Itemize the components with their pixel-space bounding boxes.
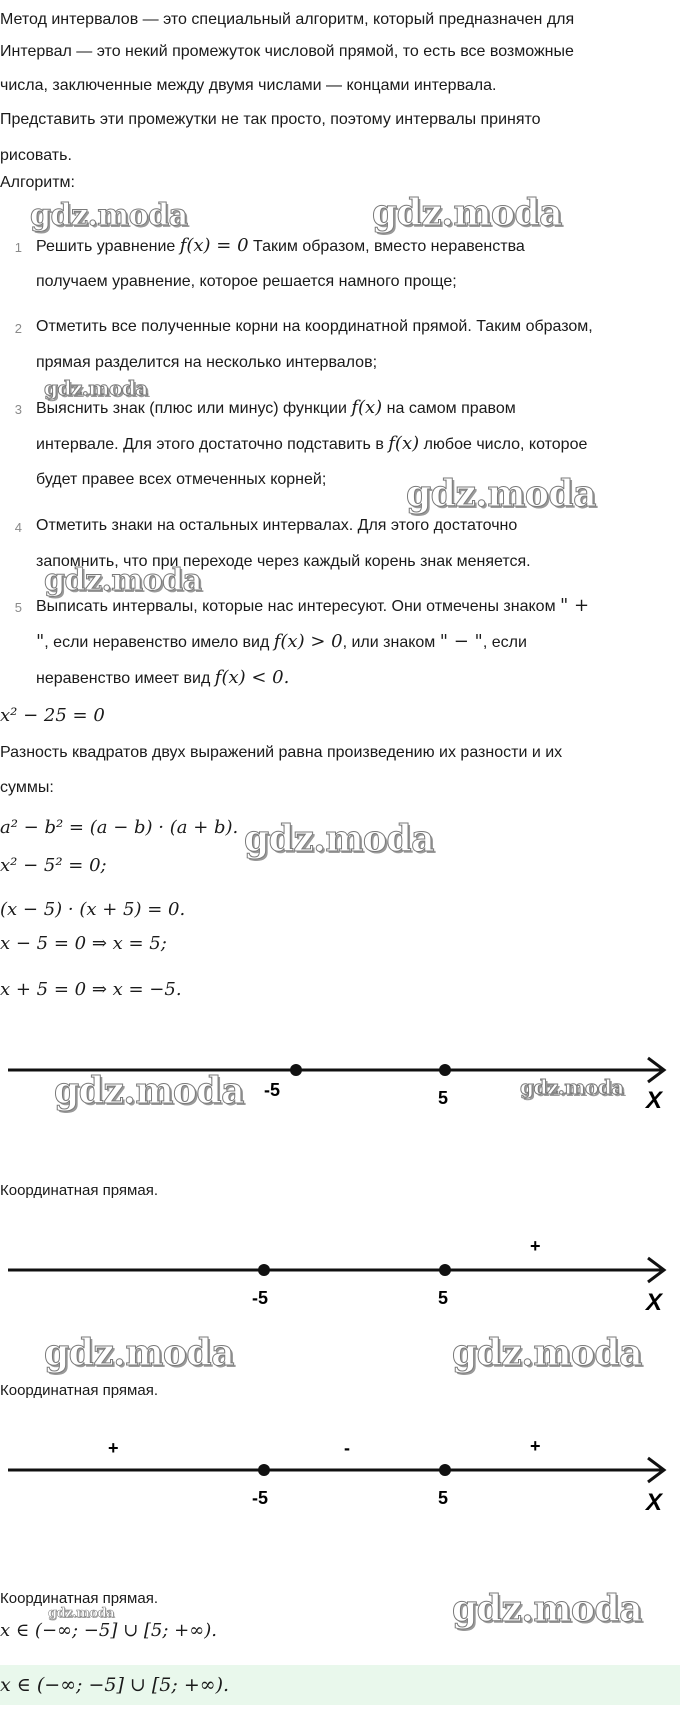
point-label-left: -5 xyxy=(264,1080,281,1100)
intro-line-4: Представить эти промежутки не так просто, поэтому интервалы принято xyxy=(0,111,541,128)
step-number: 3 xyxy=(14,402,22,417)
step-3-line-1: Выяснить знак (плюс или минус) функции f(x) на самом правом xyxy=(36,397,516,418)
sign-right: + xyxy=(530,1236,541,1256)
point-label-left: -5 xyxy=(252,1488,269,1508)
watermark: gdz.moda xyxy=(372,192,562,234)
point-minus-5 xyxy=(258,1464,270,1476)
number-line-2 xyxy=(0,1230,680,1320)
step-1-line-2: получаем уравнение, которое решается намного проще; xyxy=(36,273,457,290)
point-5 xyxy=(439,1464,451,1476)
watermark: gdz.moda xyxy=(452,1332,642,1374)
step-4-line-2: запомнить, что при переходе через каждый корень знак меняется. xyxy=(36,553,531,570)
step-number: 2 xyxy=(14,321,22,336)
watermark: gdz.moda xyxy=(44,563,202,598)
step-2-line-1: Отметить все полученные корни на координатной прямой. Таким образом, xyxy=(36,318,593,335)
step-3-line-2: интервале. Для этого достаточно подставить в f(x) любое число, которое xyxy=(36,433,588,454)
point-minus-5 xyxy=(290,1064,302,1076)
axis-label: X xyxy=(646,1289,663,1316)
intro-line-1: Метод интервалов — это специальный алгоритм, который предназначен для xyxy=(0,11,575,28)
algorithm-label: Алгоритм: xyxy=(0,174,75,191)
equation-3: x² − 5² = 0; xyxy=(0,855,107,876)
point-5 xyxy=(439,1264,451,1276)
intro-line-5: рисовать. xyxy=(0,147,72,164)
watermark: gdz.moda xyxy=(44,376,148,400)
point-label-right: 5 xyxy=(438,1088,449,1108)
intro-line-2: Интервал — это некий промежуток числовой прямой, то есть все возможные xyxy=(0,43,574,60)
step-4-line-1: Отметить знаки на остальных интервалах. Для этого достаточно xyxy=(36,517,518,534)
explanation-line-1: Разность квадратов двух выражений равна произведению их разности и их xyxy=(0,744,563,761)
equation-6: x + 5 = 0 ⇒ x = −5. xyxy=(0,979,182,1000)
equation-4: (x − 5) · (x + 5) = 0. xyxy=(0,899,186,920)
explanation-line-2: суммы: xyxy=(0,779,54,796)
answer-plain: x ∈ (−∞; −5] ∪ [5; +∞). xyxy=(0,1620,217,1641)
number-line-3 xyxy=(0,1430,680,1520)
point-label-left: -5 xyxy=(252,1288,269,1308)
watermark: gdz.moda xyxy=(44,1332,234,1374)
step-5-line-3: неравенство имеет вид f(x) < 0. xyxy=(36,667,290,688)
equation-2: a² − b² = (a − b) · (a + b). xyxy=(0,817,239,838)
caption-2: Координатная прямая. xyxy=(0,1382,158,1399)
intro-line-3: числа, заключенные между двумя числами — концами интервала. xyxy=(0,77,497,94)
axis-label: X xyxy=(646,1087,663,1114)
point-minus-5 xyxy=(258,1264,270,1276)
step-number: 4 xyxy=(14,520,22,535)
axis-label: X xyxy=(646,1489,663,1516)
sign-right: + xyxy=(530,1436,541,1456)
caption-3: Координатная прямая. xyxy=(0,1590,158,1607)
equation-1: x² − 25 = 0 xyxy=(0,705,105,726)
watermark: gdz.moda xyxy=(48,1606,115,1621)
watermark: gdz.moda xyxy=(54,1070,244,1112)
step-3-line-3: будет правее всех отмеченных корней; xyxy=(36,471,327,488)
caption-1: Координатная прямая. xyxy=(0,1182,158,1199)
step-5-line-2: ", если неравенство имело вид f(x) > 0, или знаком " − ", если xyxy=(36,631,527,652)
watermark: gdz.moda xyxy=(406,473,596,515)
point-label-right: 5 xyxy=(438,1488,449,1508)
step-1-line-1: Решить уравнение f(x) = 0 Таким образом, вместо неравенства xyxy=(36,235,525,256)
step-number: 1 xyxy=(14,240,22,255)
watermark: gdz.moda xyxy=(452,1588,642,1630)
answer-highlight xyxy=(0,1665,680,1705)
answer-highlighted-text: x ∈ (−∞; −5] ∪ [5; +∞). xyxy=(0,1674,230,1696)
watermark: gdz.moda xyxy=(30,198,188,233)
point-5 xyxy=(439,1064,451,1076)
step-2-line-2: прямая разделится на несколько интервалов; xyxy=(36,354,378,371)
step-5-line-1: Выписать интервалы, которые нас интересуют. Они отмечены знаком " + xyxy=(36,595,590,616)
sign-middle: - xyxy=(344,1438,350,1458)
watermark: gdz.moda xyxy=(244,818,434,860)
equation-5: x − 5 = 0 ⇒ x = 5; xyxy=(0,933,167,954)
step-number: 5 xyxy=(14,600,22,615)
sign-left: + xyxy=(108,1438,119,1458)
point-label-right: 5 xyxy=(438,1288,449,1308)
watermark: gdz.moda xyxy=(520,1075,624,1099)
